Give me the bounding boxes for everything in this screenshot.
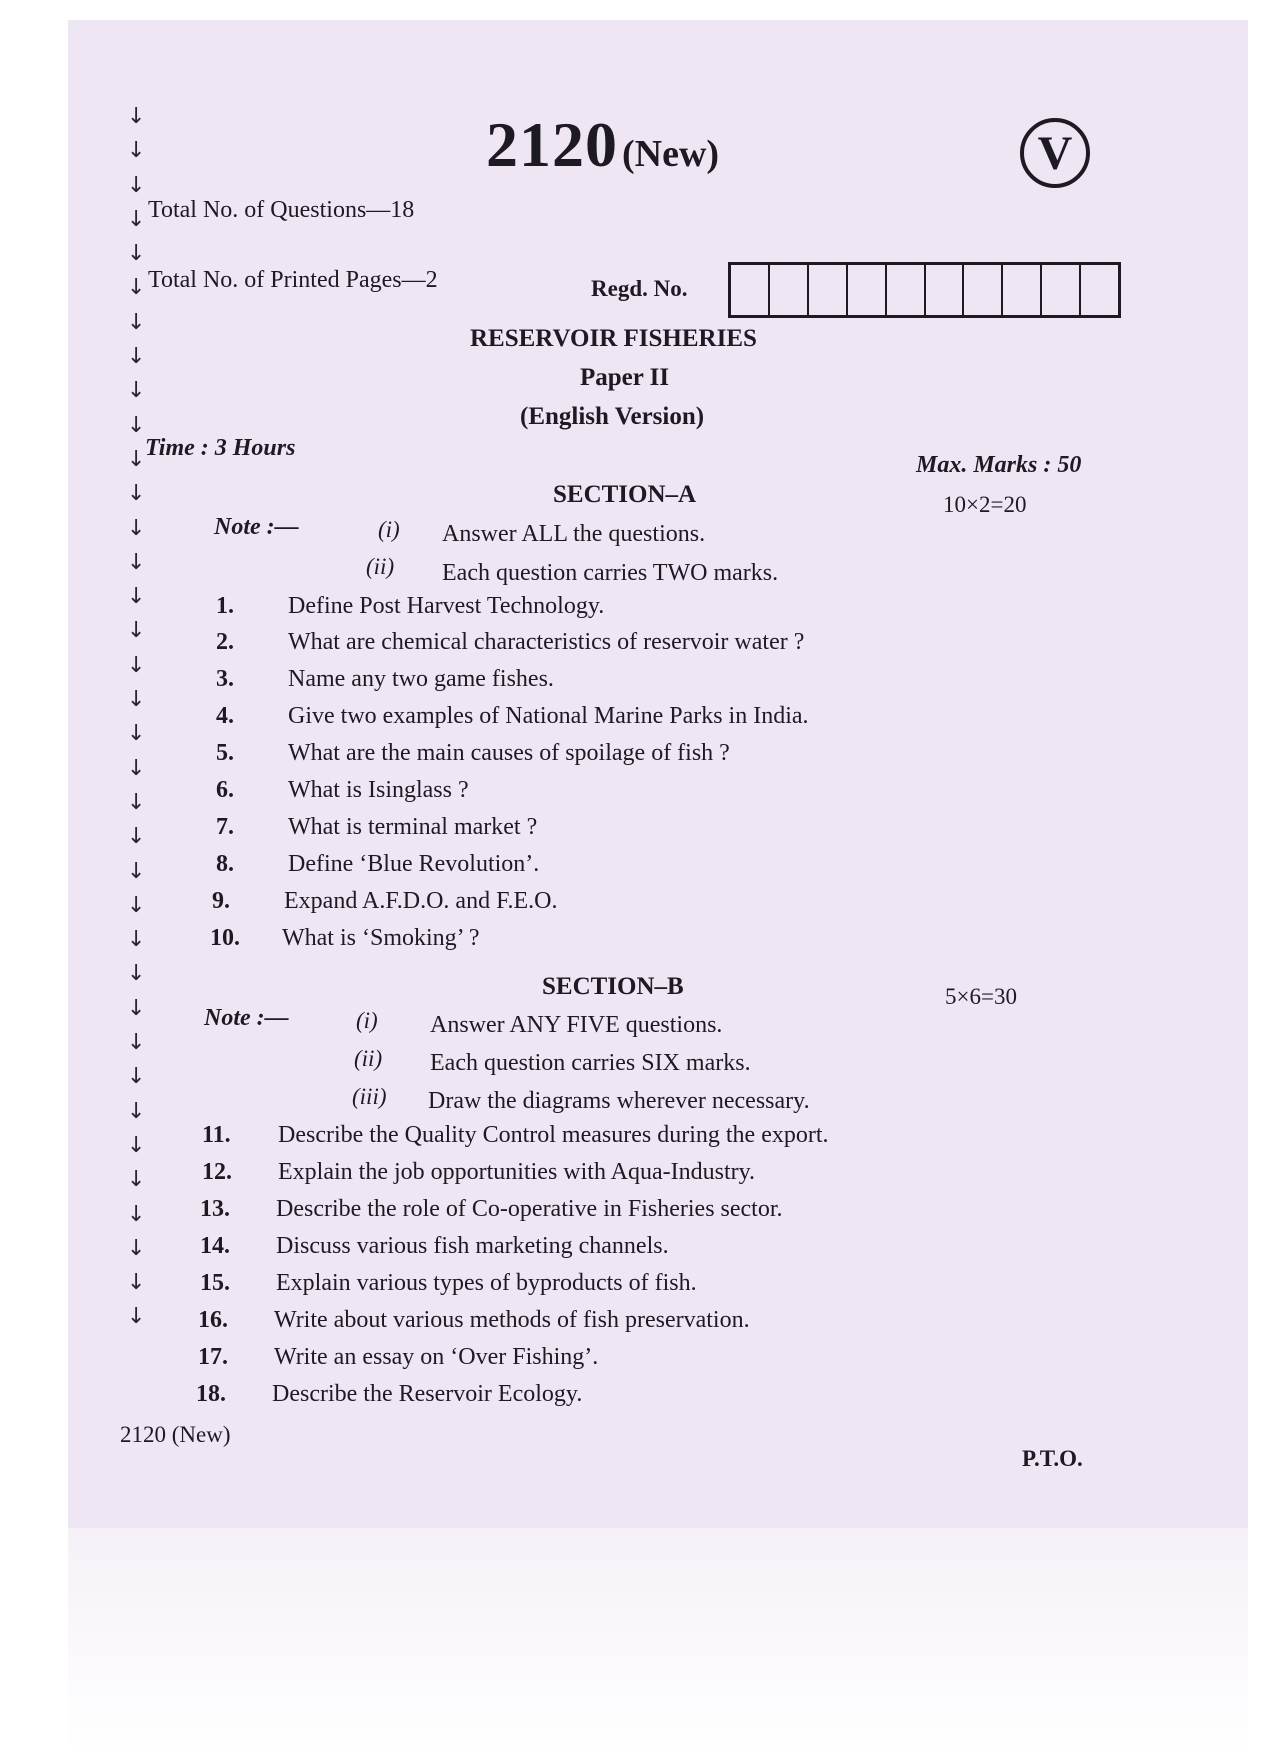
arrow-down-icon: ↓ [127, 687, 146, 713]
version-title: (English Version) [520, 403, 705, 430]
question-number: 14. [200, 1233, 230, 1259]
arrow-down-icon: ↓ [127, 206, 146, 232]
version-badge [1020, 118, 1090, 188]
exam-time: Time : 3 Hours [145, 435, 296, 461]
arrow-down-icon: ↓ [127, 378, 146, 404]
question-number: 3. [216, 666, 234, 692]
note-text: Draw the diagrams wherever necessary. [428, 1088, 810, 1114]
question-text: Write an essay on ‘Over Fishing’. [274, 1344, 599, 1370]
arrow-down-icon: ↓ [127, 1270, 146, 1296]
arrow-down-icon: ↓ [127, 138, 146, 164]
arrow-down-icon: ↓ [127, 892, 146, 918]
section-a-heading: SECTION–A [553, 481, 697, 508]
section-b-heading: SECTION–B [542, 973, 684, 1000]
regd-digit-box[interactable] [887, 265, 926, 315]
question-text: What are the main causes of spoilage of fish ? [288, 740, 730, 766]
version-badge-letter: V [1037, 126, 1073, 180]
margin-arrows [127, 100, 147, 1335]
note-roman: (i) [378, 517, 400, 542]
question-number: 2. [216, 629, 234, 655]
arrow-down-icon: ↓ [127, 549, 146, 575]
paper-code-suffix: (New) [622, 133, 720, 175]
arrow-down-icon: ↓ [127, 481, 146, 507]
regd-digit-box[interactable] [926, 265, 965, 315]
question-number: 5. [216, 740, 234, 766]
regd-digit-box[interactable] [1042, 265, 1081, 315]
arrow-down-icon: ↓ [127, 584, 146, 610]
arrow-down-icon: ↓ [127, 1030, 146, 1056]
total-pages: Total No. of Printed Pages—2 [148, 267, 438, 293]
question-text: Describe the Reservoir Ecology. [272, 1381, 583, 1407]
paper-code: 2120 [486, 109, 618, 180]
question-text: Discuss various fish marketing channels. [276, 1233, 669, 1259]
regd-digit-box[interactable] [770, 265, 809, 315]
arrow-down-icon: ↓ [127, 927, 146, 953]
question-number: 17. [198, 1344, 228, 1370]
section-a-marks: 10×2=20 [943, 492, 1027, 517]
question-text: Expand A.F.D.O. and F.E.O. [284, 888, 558, 914]
question-text: Define ‘Blue Revolution’. [288, 851, 540, 877]
question-number: 16. [198, 1307, 228, 1333]
pto-label: P.T.O. [1022, 1446, 1083, 1471]
question-number: 13. [200, 1196, 230, 1222]
arrow-down-icon: ↓ [127, 824, 146, 850]
question-text: Write about various methods of fish preservation. [274, 1307, 750, 1333]
arrow-down-icon: ↓ [127, 104, 146, 129]
question-text: Define Post Harvest Technology. [288, 593, 605, 619]
arrow-down-icon: ↓ [127, 172, 146, 198]
regd-digit-box[interactable] [731, 265, 770, 315]
arrow-down-icon: ↓ [127, 1304, 146, 1330]
question-text: Describe the Quality Control measures during the export. [278, 1122, 829, 1148]
paper-title: Paper II [580, 364, 670, 391]
question-number: 7. [216, 814, 234, 840]
question-number: 8. [216, 851, 234, 877]
arrow-down-icon: ↓ [127, 241, 146, 267]
arrow-down-icon: ↓ [127, 961, 146, 987]
question-text: Explain the job opportunities with Aqua-Industry. [278, 1159, 756, 1185]
question-number: 9. [212, 888, 230, 914]
section-a-note-label: Note :— [214, 514, 299, 540]
section-b-note-label: Note :— [204, 1005, 289, 1031]
arrow-down-icon: ↓ [127, 1098, 146, 1124]
note-roman: (ii) [354, 1046, 383, 1071]
arrow-down-icon: ↓ [127, 412, 146, 438]
question-text: What is ‘Smoking’ ? [282, 925, 480, 951]
arrow-down-icon: ↓ [127, 652, 146, 678]
arrow-down-icon: ↓ [127, 995, 146, 1021]
question-number: 18. [196, 1381, 226, 1407]
question-text: What are chemical characteristics of reservoir water ? [288, 629, 805, 655]
question-number: 6. [216, 777, 234, 803]
question-text: Explain various types of byproducts of fish. [276, 1270, 697, 1296]
max-marks: Max. Marks : 50 [916, 452, 1082, 478]
note-text: Answer ALL the questions. [442, 521, 706, 547]
paper-code-heading [486, 108, 719, 182]
note-roman: (iii) [352, 1084, 387, 1109]
arrow-down-icon: ↓ [127, 721, 146, 747]
question-text: Name any two game fishes. [288, 666, 554, 692]
arrow-down-icon: ↓ [127, 1201, 146, 1227]
note-text: Answer ANY FIVE questions. [430, 1012, 723, 1038]
arrow-down-icon: ↓ [127, 755, 146, 781]
question-text: What is terminal market ? [288, 814, 538, 840]
arrow-down-icon: ↓ [127, 858, 146, 884]
question-number: 11. [202, 1122, 231, 1148]
regd-digit-box[interactable] [809, 265, 848, 315]
arrow-down-icon: ↓ [127, 1132, 146, 1158]
total-questions: Total No. of Questions—18 [148, 197, 415, 223]
question-number: 1. [216, 593, 234, 619]
arrow-down-icon: ↓ [127, 789, 146, 815]
question-number: 10. [210, 925, 240, 951]
note-text: Each question carries TWO marks. [442, 560, 779, 586]
subject-title: RESERVOIR FISHERIES [470, 325, 757, 352]
question-text: Describe the role of Co-operative in Fisheries sector. [276, 1196, 783, 1222]
paper-sheet [68, 20, 1248, 1528]
arrow-down-icon: ↓ [127, 1064, 146, 1090]
regd-label: Regd. No. [591, 276, 688, 301]
footer-code: 2120 (New) [120, 1422, 231, 1447]
question-number: 15. [200, 1270, 230, 1296]
arrow-down-icon: ↓ [127, 275, 146, 301]
regd-digit-box[interactable] [1003, 265, 1042, 315]
regd-number-field[interactable] [728, 262, 1121, 318]
note-text: Each question carries SIX marks. [430, 1050, 751, 1076]
question-number: 4. [216, 703, 234, 729]
arrow-down-icon: ↓ [127, 344, 146, 370]
regd-digit-box[interactable] [964, 265, 1003, 315]
regd-digit-box[interactable] [1081, 265, 1118, 315]
arrow-down-icon: ↓ [127, 1235, 146, 1261]
paper-edge [68, 1528, 1248, 1753]
question-text: What is Isinglass ? [288, 777, 469, 803]
note-roman: (i) [356, 1008, 378, 1033]
arrow-down-icon: ↓ [127, 515, 146, 541]
arrow-down-icon: ↓ [127, 618, 146, 644]
question-text: Give two examples of National Marine Parks in India. [288, 703, 809, 729]
arrow-down-icon: ↓ [127, 309, 146, 335]
regd-digit-box[interactable] [848, 265, 887, 315]
question-number: 12. [202, 1159, 232, 1185]
arrow-down-icon: ↓ [127, 1167, 146, 1193]
arrow-down-icon: ↓ [127, 446, 146, 472]
note-roman: (ii) [366, 554, 395, 579]
section-b-marks: 5×6=30 [945, 984, 1017, 1009]
